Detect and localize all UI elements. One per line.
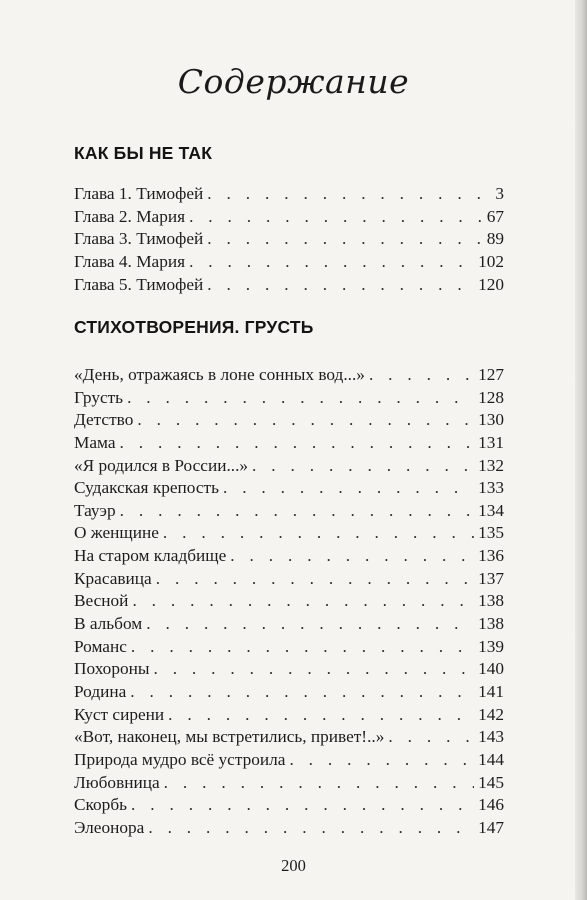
dot-leader	[131, 636, 474, 659]
entry-title: Грусть	[74, 387, 124, 407]
dot-leader	[131, 794, 474, 817]
dot-leader	[130, 681, 474, 704]
dot-leader	[189, 251, 474, 274]
toc-entry[interactable]	[74, 409, 504, 432]
toc-entry[interactable]	[74, 749, 504, 772]
entry-title: Глава 5. Тимофей	[74, 274, 204, 294]
dot-leader	[289, 749, 474, 772]
dot-leader	[132, 590, 474, 613]
toc-entry[interactable]	[74, 364, 504, 387]
entry-page: 127	[478, 365, 504, 384]
toc-entry[interactable]	[74, 387, 504, 410]
entry-page: 144	[478, 749, 504, 769]
entry-page: 102	[478, 251, 504, 271]
entry-title: Любовница	[74, 772, 160, 792]
entry-page: 137	[478, 568, 504, 588]
dot-leader	[369, 364, 474, 387]
dot-leader	[164, 772, 474, 795]
toc-entry[interactable]	[74, 681, 504, 704]
dot-leader	[223, 477, 474, 500]
entry-page: 147	[478, 817, 504, 837]
toc-list-poems	[74, 364, 504, 839]
entry-page: 120	[478, 274, 504, 294]
entry-page: 136	[478, 546, 504, 566]
entry-title: Похороны	[74, 659, 150, 679]
entry-page: 140	[478, 659, 504, 679]
toc-entry[interactable]	[74, 613, 504, 636]
entry-title: Мама	[74, 432, 116, 452]
entry-title: Куст сирени	[74, 704, 165, 724]
entry-title: Глава 2. Мария	[74, 206, 186, 226]
contents-heading: Содержание	[177, 62, 410, 101]
entry-page: 146	[478, 795, 504, 815]
toc-entry[interactable]	[74, 794, 504, 817]
entry-page: 134	[478, 500, 504, 520]
entry-title: Красавица	[74, 568, 152, 588]
toc-entry[interactable]	[74, 432, 504, 455]
toc-entry[interactable]	[74, 274, 504, 297]
entry-title: Скорбь	[74, 795, 127, 815]
entry-title: Романс	[74, 636, 127, 656]
page-number: 200	[281, 856, 306, 875]
entry-page: 128	[478, 387, 504, 407]
entry-page: 132	[478, 455, 504, 475]
entry-title: В альбом	[74, 614, 143, 634]
entry-page: 138	[478, 614, 504, 634]
entry-title: Глава 3. Тимофей	[74, 229, 204, 249]
toc-entry[interactable]	[74, 704, 504, 727]
entry-page: 141	[478, 681, 504, 701]
entry-title: Судакская крепость	[74, 478, 219, 498]
dot-leader	[388, 726, 474, 749]
toc-entry[interactable]	[74, 522, 504, 545]
dot-leader	[207, 183, 491, 206]
toc-entry[interactable]	[74, 500, 504, 523]
toc-entry[interactable]	[74, 183, 504, 206]
entry-page: 139	[478, 636, 504, 656]
entry-title: О женщине	[74, 523, 159, 543]
dot-leader	[148, 817, 474, 840]
dot-leader	[156, 568, 474, 591]
page-edge	[575, 0, 587, 900]
dot-leader	[168, 704, 474, 727]
section-title-novel: КАК БЫ НЕ ТАК	[74, 143, 213, 163]
toc-entry[interactable]	[74, 545, 504, 568]
dot-leader	[252, 455, 474, 478]
entry-page: 143	[478, 727, 504, 747]
toc-entry[interactable]	[74, 455, 504, 478]
dot-leader	[230, 545, 474, 568]
entry-title: Детство	[74, 410, 134, 430]
dot-leader	[120, 500, 474, 523]
dot-leader	[207, 228, 482, 251]
dot-leader	[127, 387, 474, 410]
entry-title: Весной	[74, 591, 129, 611]
entry-title: «Я родился в России...»	[74, 455, 249, 475]
entry-page: 131	[478, 432, 504, 452]
entry-title: Элеонора	[74, 817, 145, 837]
toc-entry[interactable]	[74, 590, 504, 613]
toc-list-novel	[74, 183, 504, 296]
entry-title: «Вот, наконец, мы встретились, привет!..»	[74, 727, 385, 747]
entry-title: Родина	[74, 681, 127, 701]
toc-entry[interactable]	[74, 772, 504, 795]
toc-entry[interactable]	[74, 251, 504, 274]
toc-entry[interactable]	[74, 568, 504, 591]
entry-title: Глава 1. Тимофей	[74, 184, 204, 203]
dot-leader	[207, 274, 474, 297]
entry-page: 3	[495, 184, 504, 203]
dot-leader	[189, 206, 483, 229]
toc-entry[interactable]	[74, 477, 504, 500]
entry-page: 135	[478, 523, 504, 543]
dot-leader	[146, 613, 474, 636]
toc-entry[interactable]	[74, 206, 504, 229]
entry-title: Глава 4. Мария	[74, 251, 186, 271]
entry-title: «День, отражаясь в лоне сонных вод...»	[74, 365, 365, 384]
entry-title: На старом кладбище	[74, 546, 227, 566]
entry-title: Тауэр	[74, 500, 116, 520]
entry-page: 142	[478, 704, 504, 724]
dot-leader	[153, 658, 474, 681]
dot-leader	[163, 522, 474, 545]
toc-entry[interactable]	[74, 636, 504, 659]
entry-page: 138	[478, 591, 504, 611]
entry-title: Природа мудро всё устроила	[74, 749, 286, 769]
entry-page: 145	[478, 772, 504, 792]
dot-leader	[137, 409, 474, 432]
toc-entry[interactable]	[74, 658, 504, 681]
entry-page: 89	[486, 229, 504, 249]
entry-page: 67	[486, 206, 504, 226]
dot-leader	[120, 432, 475, 455]
toc-entry[interactable]	[74, 726, 504, 749]
entry-page: 130	[478, 410, 504, 430]
section-title-poems: СТИХОТВОРЕНИЯ. ГРУСТЬ	[74, 317, 314, 337]
toc-entry[interactable]	[74, 817, 504, 840]
entry-page: 133	[478, 478, 504, 498]
toc-entry[interactable]	[74, 228, 504, 251]
